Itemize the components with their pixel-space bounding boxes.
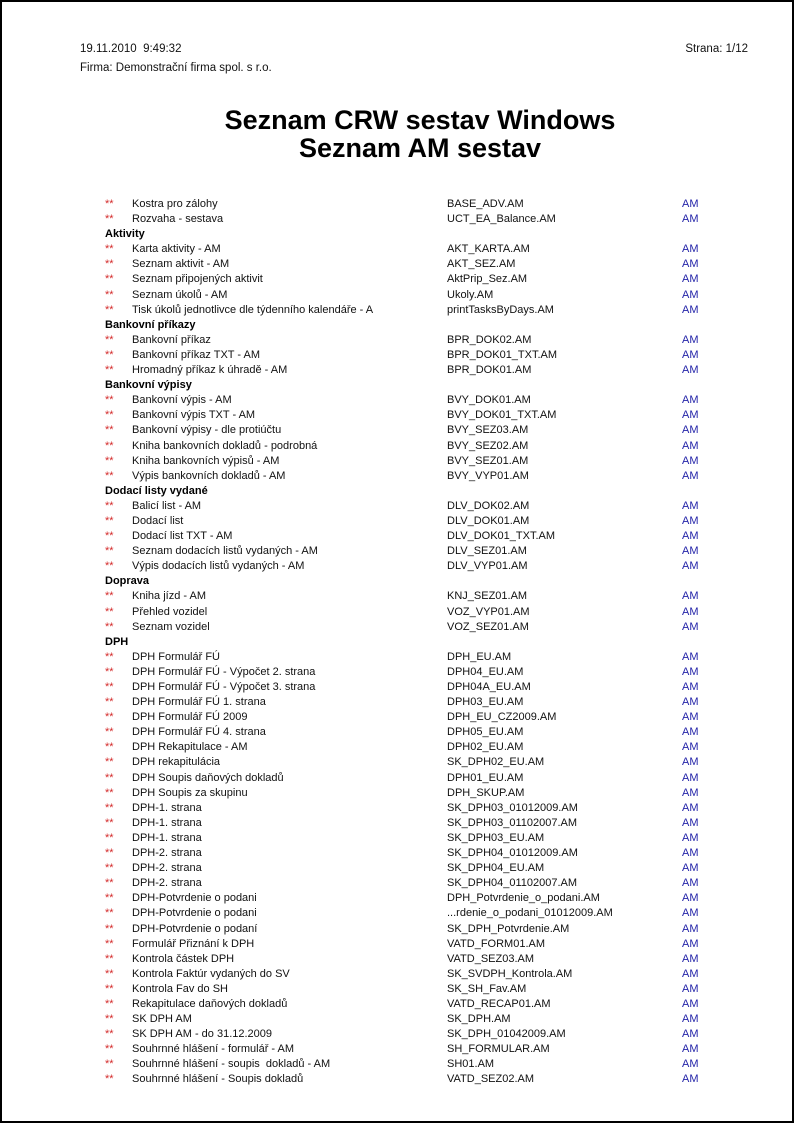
report-type-tag: AM bbox=[682, 469, 699, 482]
report-type-tag: AM bbox=[682, 348, 699, 361]
report-filename: DLV_SEZ01.AM bbox=[447, 545, 527, 558]
report-type-tag: AM bbox=[682, 605, 699, 618]
table-row bbox=[2, 997, 792, 1012]
table-row bbox=[2, 725, 792, 740]
row-marker-asterisks: ** bbox=[105, 364, 114, 377]
table-row bbox=[2, 529, 792, 544]
report-filename: DPH_Potvrdenie_o_podani.AM bbox=[447, 892, 600, 905]
report-filename: AKT_SEZ.AM bbox=[447, 258, 516, 271]
table-row bbox=[2, 544, 792, 559]
row-marker-asterisks: ** bbox=[105, 424, 114, 437]
table-row bbox=[2, 937, 792, 952]
row-marker-asterisks: ** bbox=[105, 877, 114, 890]
row-marker-asterisks: ** bbox=[105, 303, 114, 316]
report-type-tag: AM bbox=[682, 499, 699, 512]
report-name: DPH rekapitulácia bbox=[132, 756, 221, 769]
report-type-tag: AM bbox=[682, 424, 699, 437]
report-filename: BPR_DOK02.AM bbox=[447, 333, 532, 346]
table-row bbox=[2, 1027, 792, 1042]
report-filename: SK_SVDPH_Kontrola.AM bbox=[447, 967, 573, 980]
table-row bbox=[2, 786, 792, 801]
report-name: DPH Formulář FÚ - Výpočet 2. strana bbox=[132, 665, 316, 678]
report-filename: VOZ_VYP01.AM bbox=[447, 605, 530, 618]
row-marker-asterisks: ** bbox=[105, 288, 114, 301]
row-marker-asterisks: ** bbox=[105, 681, 114, 693]
row-marker-asterisks: ** bbox=[105, 545, 114, 558]
report-name: Kniha jízd - AM bbox=[132, 590, 206, 603]
group-label: Bankovní výpisy bbox=[105, 379, 192, 392]
report-name: Bankovní výpis TXT - AM bbox=[132, 409, 256, 422]
report-title-line2: Seznam AM sestav bbox=[298, 133, 542, 163]
report-type-tag: AM bbox=[682, 997, 699, 1010]
row-marker-asterisks: ** bbox=[105, 907, 114, 920]
report-type-tag: AM bbox=[682, 1058, 699, 1071]
row-marker-asterisks: ** bbox=[105, 258, 114, 271]
report-filename: DPH04A_EU.AM bbox=[447, 681, 531, 693]
report-type-tag: AM bbox=[682, 364, 699, 377]
report-name: Seznam aktivit - AM bbox=[132, 258, 230, 271]
report-filename: SK_SH_Fav.AM bbox=[447, 982, 527, 995]
row-marker-asterisks: ** bbox=[105, 273, 114, 286]
report-type-tag: AM bbox=[682, 952, 699, 965]
report-filename: printTasksByDays.AM bbox=[447, 303, 554, 316]
report-type-tag: AM bbox=[682, 1043, 699, 1056]
report-filename: SK_DPH.AM bbox=[447, 1013, 511, 1026]
row-marker-asterisks: ** bbox=[105, 937, 114, 950]
report-title-line1: Seznam CRW sestav Windows bbox=[224, 105, 616, 135]
table-row bbox=[2, 740, 792, 755]
report-type-tag: AM bbox=[682, 303, 699, 316]
table-row bbox=[2, 1012, 792, 1027]
report-type-tag: AM bbox=[682, 1013, 699, 1026]
row-marker-asterisks: ** bbox=[105, 469, 114, 482]
report-type-tag: AM bbox=[682, 243, 699, 256]
report-name: Rozvaha - sestava bbox=[132, 213, 224, 226]
table-row bbox=[2, 363, 792, 378]
report-name: Kostra pro zálohy bbox=[132, 198, 218, 210]
report-filename: DPH_EU.AM bbox=[447, 650, 512, 663]
row-marker-asterisks: ** bbox=[105, 620, 114, 633]
table-row bbox=[2, 589, 792, 604]
report-filename: VATD_RECAP01.AM bbox=[447, 997, 551, 1010]
report-name: DPH-1. strana bbox=[132, 831, 202, 844]
group-label: Doprava bbox=[105, 575, 150, 588]
group-label: Aktivity bbox=[105, 228, 145, 241]
report-name: Výpis dodacích listů vydaných - AM bbox=[132, 560, 305, 573]
report-name: SK DPH AM - do 31.12.2009 bbox=[132, 1028, 273, 1041]
report-type-tag: AM bbox=[682, 198, 699, 210]
row-marker-asterisks: ** bbox=[105, 665, 114, 678]
report-type-tag: AM bbox=[682, 982, 699, 995]
report-name: DPH Soupis daňových dokladů bbox=[132, 771, 284, 784]
report-filename: DPH03_EU.AM bbox=[447, 696, 524, 709]
report-type-tag: AM bbox=[682, 786, 699, 799]
report-filename: VATD_SEZ03.AM bbox=[447, 952, 535, 965]
table-row bbox=[2, 1072, 792, 1087]
report-filename: BVY_SEZ01.AM bbox=[447, 454, 529, 467]
report-type-tag: AM bbox=[682, 394, 699, 407]
report-name: Přehled vozidel bbox=[132, 605, 208, 618]
table-row bbox=[2, 816, 792, 831]
report-type-tag: AM bbox=[682, 590, 699, 603]
group-header-row bbox=[2, 378, 792, 393]
report-name: Souhrnné hlášení - formulář - AM bbox=[132, 1043, 295, 1056]
table-row bbox=[2, 1057, 792, 1072]
report-type-tag: AM bbox=[682, 756, 699, 769]
report-type-tag: AM bbox=[682, 409, 699, 422]
report-filename: BVY_DOK01.AM bbox=[447, 394, 531, 407]
report-filename: AKT_KARTA.AM bbox=[447, 243, 530, 256]
table-row bbox=[2, 967, 792, 982]
report-type-tag: AM bbox=[682, 439, 699, 452]
report-name: DPH-Potvrdenie o podaní bbox=[132, 922, 258, 935]
row-marker-asterisks: ** bbox=[105, 650, 114, 663]
report-filename: SK_DPH_01042009.AM bbox=[447, 1028, 566, 1041]
row-marker-asterisks: ** bbox=[105, 892, 114, 905]
report-filename: UCT_EA_Balance.AM bbox=[447, 213, 556, 226]
report-name: Bankovní příkaz bbox=[132, 333, 211, 346]
row-marker-asterisks: ** bbox=[105, 952, 114, 965]
report-name: Bankovní výpisy - dle protiúčtu bbox=[132, 424, 282, 437]
report-filename: DLV_VYP01.AM bbox=[447, 560, 528, 573]
report-filename: VATD_FORM01.AM bbox=[447, 937, 545, 950]
report-name: Rekapitulace daňových dokladů bbox=[132, 997, 288, 1010]
row-marker-asterisks: ** bbox=[105, 454, 114, 467]
row-marker-asterisks: ** bbox=[105, 348, 114, 361]
report-type-tag: AM bbox=[682, 333, 699, 346]
row-marker-asterisks: ** bbox=[105, 605, 114, 618]
group-header-row bbox=[2, 635, 792, 650]
table-row bbox=[2, 650, 792, 665]
report-type-tag: AM bbox=[682, 831, 699, 844]
table-row bbox=[2, 288, 792, 303]
group-header-row bbox=[2, 318, 792, 333]
report-type-tag: AM bbox=[682, 1073, 699, 1086]
report-name: DPH Formulář FÚ bbox=[132, 650, 221, 663]
report-filename: DPH01_EU.AM bbox=[447, 771, 524, 784]
report-name: SK DPH AM bbox=[132, 1013, 192, 1026]
row-marker-asterisks: ** bbox=[105, 1013, 114, 1026]
row-marker-asterisks: ** bbox=[105, 816, 114, 829]
report-filename: DLV_DOK01.AM bbox=[447, 514, 530, 527]
report-name: Kontrola Fav do SH bbox=[132, 982, 228, 995]
report-name: DPH-Potvrdenie o podani bbox=[132, 892, 257, 905]
report-type-tag: AM bbox=[682, 862, 699, 875]
report-name: Souhrnné hlášení - soupis dokladů - AM bbox=[132, 1058, 331, 1071]
report-filename: BVY_VYP01.AM bbox=[447, 469, 529, 482]
report-name: DPH Formulář FÚ 1. strana bbox=[132, 696, 266, 709]
table-row bbox=[2, 846, 792, 861]
report-filename: VOZ_SEZ01.AM bbox=[447, 620, 529, 633]
row-marker-asterisks: ** bbox=[105, 499, 114, 512]
row-marker-asterisks: ** bbox=[105, 394, 114, 407]
report-datetime: 19.11.2010 9:49:32 bbox=[80, 43, 182, 55]
row-marker-asterisks: ** bbox=[105, 198, 114, 210]
row-marker-asterisks: ** bbox=[105, 1073, 114, 1086]
row-marker-asterisks: ** bbox=[105, 997, 114, 1010]
report-type-tag: AM bbox=[682, 213, 699, 226]
report-name: DPH-1. strana bbox=[132, 801, 202, 814]
row-marker-asterisks: ** bbox=[105, 560, 114, 573]
row-marker-asterisks: ** bbox=[105, 771, 114, 784]
report-rows bbox=[2, 197, 792, 1088]
row-marker-asterisks: ** bbox=[105, 514, 114, 527]
report-filename: SK_DPH04_EU.AM bbox=[447, 862, 545, 875]
row-marker-asterisks: ** bbox=[105, 696, 114, 709]
report-filename: DPH_EU_CZ2009.AM bbox=[447, 711, 557, 724]
report-name: Dodací list TXT - AM bbox=[132, 530, 233, 543]
report-name: Kniha bankovních dokladů - podrobná bbox=[132, 439, 318, 452]
table-row bbox=[2, 710, 792, 725]
table-row bbox=[2, 831, 792, 846]
report-filename: DPH05_EU.AM bbox=[447, 726, 524, 739]
report-filename: BVY_DOK01_TXT.AM bbox=[447, 409, 557, 422]
report-filename: SK_DPH04_01102007.AM bbox=[447, 877, 578, 890]
report-title bbox=[80, 106, 760, 162]
group-header-row bbox=[2, 484, 792, 499]
row-marker-asterisks: ** bbox=[105, 1058, 114, 1071]
report-name: DPH-Potvrdenie o podani bbox=[132, 907, 257, 920]
report-type-tag: AM bbox=[682, 288, 699, 301]
table-row bbox=[2, 469, 792, 484]
report-filename: SH_FORMULAR.AM bbox=[447, 1043, 550, 1056]
report-filename: BPR_DOK01_TXT.AM bbox=[447, 348, 558, 361]
report-type-tag: AM bbox=[682, 801, 699, 814]
table-row bbox=[2, 620, 792, 635]
report-type-tag: AM bbox=[682, 650, 699, 663]
page-number: Strana: 1/12 bbox=[685, 43, 748, 55]
report-name: Kontrola Faktúr vydaných do SV bbox=[132, 967, 290, 980]
report-filename: DPH02_EU.AM bbox=[447, 741, 524, 754]
report-name: Seznam vozidel bbox=[132, 620, 210, 633]
row-marker-asterisks: ** bbox=[105, 831, 114, 844]
report-type-tag: AM bbox=[682, 273, 699, 286]
report-name: DPH Formulář FÚ 4. strana bbox=[132, 726, 266, 739]
report-name: Seznam dodacích listů vydaných - AM bbox=[132, 545, 318, 558]
group-header-row bbox=[2, 227, 792, 242]
report-filename: VATD_SEZ02.AM bbox=[447, 1073, 535, 1086]
report-name: DPH Rekapitulace - AM bbox=[132, 741, 248, 754]
row-marker-asterisks: ** bbox=[105, 741, 114, 754]
table-row bbox=[2, 212, 792, 227]
table-row bbox=[2, 680, 792, 695]
table-row bbox=[2, 393, 792, 408]
table-row bbox=[2, 348, 792, 363]
row-marker-asterisks: ** bbox=[105, 756, 114, 769]
row-marker-asterisks: ** bbox=[105, 801, 114, 814]
table-row bbox=[2, 423, 792, 438]
report-type-tag: AM bbox=[682, 514, 699, 527]
report-filename: BVY_SEZ03.AM bbox=[447, 424, 529, 437]
report-filename: SK_DPH_Potvrdenie.AM bbox=[447, 922, 570, 935]
table-row bbox=[2, 439, 792, 454]
report-type-tag: AM bbox=[682, 816, 699, 829]
report-name: DPH Soupis za skupinu bbox=[132, 786, 248, 799]
report-filename: SH01.AM bbox=[447, 1058, 495, 1071]
group-header-row bbox=[2, 574, 792, 589]
table-row bbox=[2, 257, 792, 272]
report-filename: DPH04_EU.AM bbox=[447, 665, 524, 678]
row-marker-asterisks: ** bbox=[105, 409, 114, 422]
table-row bbox=[2, 755, 792, 770]
report-type-tag: AM bbox=[682, 696, 699, 709]
table-row bbox=[2, 891, 792, 906]
report-filename: BPR_DOK01.AM bbox=[447, 364, 532, 377]
report-type-tag: AM bbox=[682, 454, 699, 467]
table-row bbox=[2, 303, 792, 318]
group-label: Bankovní příkazy bbox=[105, 318, 196, 331]
report-name: Kontrola částek DPH bbox=[132, 952, 235, 965]
report-type-tag: AM bbox=[682, 741, 699, 754]
row-marker-asterisks: ** bbox=[105, 847, 114, 860]
report-type-tag: AM bbox=[682, 258, 699, 271]
report-type-tag: AM bbox=[682, 711, 699, 724]
report-name: Hromadný příkaz k úhradě - AM bbox=[132, 364, 288, 377]
table-row bbox=[2, 982, 792, 997]
report-type-tag: AM bbox=[682, 922, 699, 935]
row-marker-asterisks: ** bbox=[105, 982, 114, 995]
table-row bbox=[2, 771, 792, 786]
report-filename: DLV_DOK01_TXT.AM bbox=[447, 530, 556, 543]
report-filename: KNJ_SEZ01.AM bbox=[447, 590, 528, 603]
table-row bbox=[2, 514, 792, 529]
report-name: DPH Formulář FÚ - Výpočet 3. strana bbox=[132, 681, 316, 693]
report-filename: BVY_SEZ02.AM bbox=[447, 439, 529, 452]
table-row bbox=[2, 665, 792, 680]
report-name: Seznam úkolů - AM bbox=[132, 288, 228, 301]
table-row bbox=[2, 454, 792, 469]
row-marker-asterisks: ** bbox=[105, 530, 114, 543]
table-row bbox=[2, 242, 792, 257]
report-name: Karta aktivity - AM bbox=[132, 243, 221, 256]
report-filename: BASE_ADV.AM bbox=[447, 198, 524, 210]
report-type-tag: AM bbox=[682, 892, 699, 905]
report-name: Bankovní příkaz TXT - AM bbox=[132, 348, 260, 361]
table-row bbox=[2, 922, 792, 937]
row-marker-asterisks: ** bbox=[105, 439, 114, 452]
table-row bbox=[2, 408, 792, 423]
table-row bbox=[2, 861, 792, 876]
report-filename: Ukoly.AM bbox=[447, 288, 494, 301]
report-type-tag: AM bbox=[682, 560, 699, 573]
table-row bbox=[2, 605, 792, 620]
report-type-tag: AM bbox=[682, 545, 699, 558]
table-row bbox=[2, 695, 792, 710]
report-name: Balicí list - AM bbox=[132, 499, 202, 512]
report-filename: ...rdenie_o_podani_01012009.AM bbox=[447, 907, 613, 920]
report-name: Tisk úkolů jednotlivce dle týdenního kalendáře - A bbox=[132, 303, 374, 316]
report-name: DPH-2. strana bbox=[132, 847, 202, 860]
row-marker-asterisks: ** bbox=[105, 711, 114, 724]
report-name: Výpis bankovních dokladů - AM bbox=[132, 469, 286, 482]
table-row bbox=[2, 197, 792, 212]
row-marker-asterisks: ** bbox=[105, 590, 114, 603]
row-marker-asterisks: ** bbox=[105, 1028, 114, 1041]
row-marker-asterisks: ** bbox=[105, 786, 114, 799]
report-filename: SK_DPH03_01102007.AM bbox=[447, 816, 578, 829]
table-row bbox=[2, 1042, 792, 1057]
report-type-tag: AM bbox=[682, 620, 699, 633]
row-marker-asterisks: ** bbox=[105, 967, 114, 980]
table-row bbox=[2, 272, 792, 287]
report-name: Souhrnné hlášení - Soupis dokladů bbox=[132, 1073, 304, 1086]
report-filename: AktPrip_Sez.AM bbox=[447, 273, 528, 286]
report-type-tag: AM bbox=[682, 530, 699, 543]
table-row bbox=[2, 801, 792, 816]
table-row bbox=[2, 952, 792, 967]
table-row bbox=[2, 876, 792, 891]
report-type-tag: AM bbox=[682, 847, 699, 860]
report-name: DPH-2. strana bbox=[132, 862, 202, 875]
report-filename: SK_DPH03_EU.AM bbox=[447, 831, 545, 844]
report-filename: DLV_DOK02.AM bbox=[447, 499, 530, 512]
report-name: Bankovní výpis - AM bbox=[132, 394, 232, 407]
group-label: DPH bbox=[105, 635, 129, 648]
report-name: DPH Formulář FÚ 2009 bbox=[132, 711, 248, 724]
row-marker-asterisks: ** bbox=[105, 1043, 114, 1056]
report-filename: SK_DPH04_01012009.AM bbox=[447, 847, 578, 860]
report-type-tag: AM bbox=[682, 1028, 699, 1041]
report-name: Formulář Přiznání k DPH bbox=[132, 937, 255, 950]
report-filename: SK_DPH02_EU.AM bbox=[447, 756, 545, 769]
report-name: Seznam připojených aktivit bbox=[132, 273, 263, 286]
row-marker-asterisks: ** bbox=[105, 243, 114, 256]
row-marker-asterisks: ** bbox=[105, 726, 114, 739]
report-filename: SK_DPH03_01012009.AM bbox=[447, 801, 578, 814]
report-type-tag: AM bbox=[682, 771, 699, 784]
report-name: Kniha bankovních výpisů - AM bbox=[132, 454, 280, 467]
report-name: DPH-1. strana bbox=[132, 816, 202, 829]
report-type-tag: AM bbox=[682, 681, 699, 693]
group-label: Dodací listy vydané bbox=[105, 484, 208, 497]
company-line: Firma: Demonstrační firma spol. s r.o. bbox=[80, 62, 272, 74]
report-type-tag: AM bbox=[682, 665, 699, 678]
table-row bbox=[2, 499, 792, 514]
report-type-tag: AM bbox=[682, 907, 699, 920]
report-type-tag: AM bbox=[682, 967, 699, 980]
report-type-tag: AM bbox=[682, 937, 699, 950]
report-name: Dodací list bbox=[132, 514, 184, 527]
report-type-tag: AM bbox=[682, 877, 699, 890]
row-marker-asterisks: ** bbox=[105, 333, 114, 346]
row-marker-asterisks: ** bbox=[105, 862, 114, 875]
report-filename: DPH_SKUP.AM bbox=[447, 786, 525, 799]
row-marker-asterisks: ** bbox=[105, 213, 114, 226]
report-name: DPH-2. strana bbox=[132, 877, 202, 890]
table-row bbox=[2, 333, 792, 348]
report-type-tag: AM bbox=[682, 726, 699, 739]
table-row bbox=[2, 906, 792, 921]
table-row bbox=[2, 559, 792, 574]
row-marker-asterisks: ** bbox=[105, 922, 114, 935]
